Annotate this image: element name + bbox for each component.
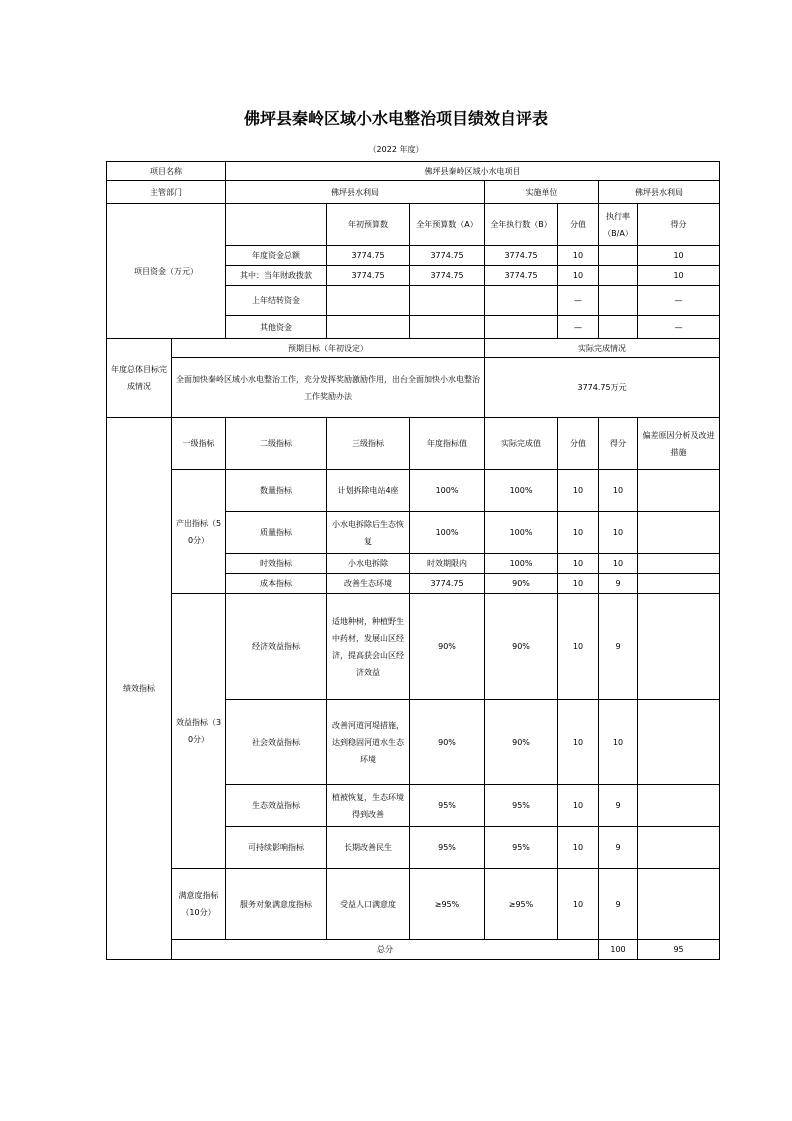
indicator-score: 10 [599,554,638,574]
indicator-score: 9 [599,785,638,827]
project-name-label: 项目名称 [107,162,226,181]
funds-row-budget [410,316,485,339]
funds-blank-header [226,204,327,246]
indicator-deviation [638,554,720,574]
indicator-actual: 90% [485,574,558,594]
funds-header-score-value: 分值 [558,204,599,246]
group-satisfaction: 满意度指标（10分） [172,869,226,940]
indicator-score: 10 [599,470,638,512]
indicator-level2: 社会效益指标 [226,700,327,785]
indicator-actual: 90% [485,594,558,700]
funds-row-label: 其他资金 [226,316,327,339]
indicator-deviation [638,470,720,512]
indicator-target: 100% [410,512,485,554]
indicator-level3: 小水电拆除后生态恢复 [327,512,410,554]
perf-header-score: 得分 [599,418,638,470]
indicator-score-value: 10 [558,869,599,940]
funds-row-score: 10 [638,266,720,286]
funds-row-rate [599,286,638,316]
indicator-target: 95% [410,785,485,827]
funds-row-budget: 3774.75 [410,246,485,266]
funds-row-exec [485,316,558,339]
indicator-level3: 长期改善民生 [327,827,410,869]
indicator-score: 9 [599,827,638,869]
indicator-level3: 适地种树，种植野生中药材，发展山区经济，提高获会山区经济效益 [327,594,410,700]
indicator-score-value: 10 [558,594,599,700]
indicator-deviation [638,869,720,940]
indicator-actual: ≥95% [485,869,558,940]
funds-row-score-value: 10 [558,246,599,266]
indicator-deviation [638,512,720,554]
dept-value: 佛坪县水利局 [226,181,485,204]
indicator-actual: 100% [485,512,558,554]
funds-row-label: 上年结转资金 [226,286,327,316]
perf-header-level2: 二级指标 [226,418,327,470]
indicator-deviation [638,827,720,869]
indicator-score: 10 [599,700,638,785]
indicator-score-value: 10 [558,785,599,827]
funds-row-rate [599,266,638,286]
perf-header-target: 年度指标值 [410,418,485,470]
indicator-score: 9 [599,869,638,940]
goals-actual-header: 实际完成情况 [485,339,720,358]
goals-actual: 3774.75万元 [485,358,720,418]
indicator-score-value: 10 [558,554,599,574]
funds-row-exec: 3774.75 [485,266,558,286]
indicator-score: 9 [599,594,638,700]
indicator-score-value: 10 [558,470,599,512]
perf-label [107,418,172,960]
year-subtitle: （2022 年度） [368,145,424,154]
indicator-actual: 90% [485,700,558,785]
funds-row-rate [599,316,638,339]
indicator-level2: 服务对象满意度指标 [226,869,327,940]
indicator-level2: 成本指标 [226,574,327,594]
indicator-score-value: 10 [558,827,599,869]
perf-header-level3: 三级指标 [327,418,410,470]
perf-label-text: 绩效指标 [123,683,155,693]
impl-value: 佛坪县水利局 [599,181,720,204]
total-score: 95 [638,940,720,960]
funds-row-score: — [638,316,720,339]
funds-header-exec-rate: 执行率（B/A） [599,204,638,246]
funds-row-score: — [638,286,720,316]
indicator-score-value: 10 [558,700,599,785]
total-label: 总分 [172,940,599,960]
funds-row-exec [485,286,558,316]
indicator-deviation [638,700,720,785]
indicator-target: 时效期限内 [410,554,485,574]
indicator-target: 3774.75 [410,574,485,594]
goals-expected-header: 预期目标（年初设定） [172,339,485,358]
indicator-level2: 经济效益指标 [226,594,327,700]
indicator-target: 100% [410,470,485,512]
funds-row-initial [327,316,410,339]
indicator-score: 9 [599,574,638,594]
indicator-level2: 生态效益指标 [226,785,327,827]
indicator-level3: 小水电拆除 [327,554,410,574]
goals-label: 年度总体目标完成情况 [107,339,172,418]
indicator-deviation [638,574,720,594]
impl-label: 实施单位 [485,181,599,204]
indicator-level3: 受益人口满意度 [327,869,410,940]
funds-row-exec: 3774.75 [485,246,558,266]
indicator-level2: 时效指标 [226,554,327,574]
indicator-target: 90% [410,594,485,700]
indicator-target: ≥95% [410,869,485,940]
total-score-value: 100 [599,940,638,960]
funds-row-initial: 3774.75 [327,246,410,266]
evaluation-table [106,161,720,960]
indicator-level2: 质量指标 [226,512,327,554]
funds-row-budget [410,286,485,316]
goals-expected: 全面加快秦岭区域小水电整治工作，充分发挥奖励激励作用，出台全面加快小水电整治工作奖励办法 [172,358,485,418]
funds-row-budget: 3774.75 [410,266,485,286]
indicator-actual: 95% [485,827,558,869]
indicator-target: 90% [410,700,485,785]
funds-row-label: 年度资金总额 [226,246,327,266]
indicator-score-value: 10 [558,512,599,554]
indicator-score: 10 [599,512,638,554]
funds-header-full-budget: 全年预算数（A） [410,204,485,246]
project-name-value: 佛坪县秦岭区域小水电项目 [226,162,720,181]
indicator-score-value: 10 [558,574,599,594]
perf-header-actual: 实际完成值 [485,418,558,470]
indicator-level3: 植被恢复，生态环境得到改善 [327,785,410,827]
indicator-level2: 可持续影响指标 [226,827,327,869]
funds-row-initial: 3774.75 [327,266,410,286]
funds-row-score-value: — [558,286,599,316]
indicator-target: 95% [410,827,485,869]
funds-row-score-value: 10 [558,266,599,286]
funds-row-initial [327,286,410,316]
funds-row-label: 其中：当年财政拨款 [226,266,327,286]
perf-header-score-value: 分值 [558,418,599,470]
indicator-actual: 100% [485,470,558,512]
group-benefit: 效益指标（30分） [172,594,226,869]
indicator-level2: 数量指标 [226,470,327,512]
indicator-level3: 改善河道河堤措施，达到稳固河道水生态环境 [327,700,410,785]
perf-header-deviation: 偏差原因分析及改进措施 [638,418,720,470]
indicator-deviation [638,594,720,700]
indicator-deviation [638,785,720,827]
indicator-actual: 100% [485,554,558,574]
funds-row-score: 10 [638,246,720,266]
dept-label: 主管部门 [107,181,226,204]
indicator-level3: 计划拆除电站4座 [327,470,410,512]
funds-header-score: 得分 [638,204,720,246]
page-title: 佛坪县秦岭区域小水电整治项目绩效自评表 [243,109,548,128]
indicator-actual: 95% [485,785,558,827]
perf-header-level1: 一级指标 [172,418,226,470]
indicator-level3: 改善生态环境 [327,574,410,594]
funds-row-rate [599,246,638,266]
funds-header-full-exec: 全年执行数（B） [485,204,558,246]
funds-header-initial: 年初预算数 [327,204,410,246]
funds-label: 项目资金（万元） [107,204,226,339]
funds-row-score-value: — [558,316,599,339]
group-output: 产出指标（50分） [172,470,226,594]
